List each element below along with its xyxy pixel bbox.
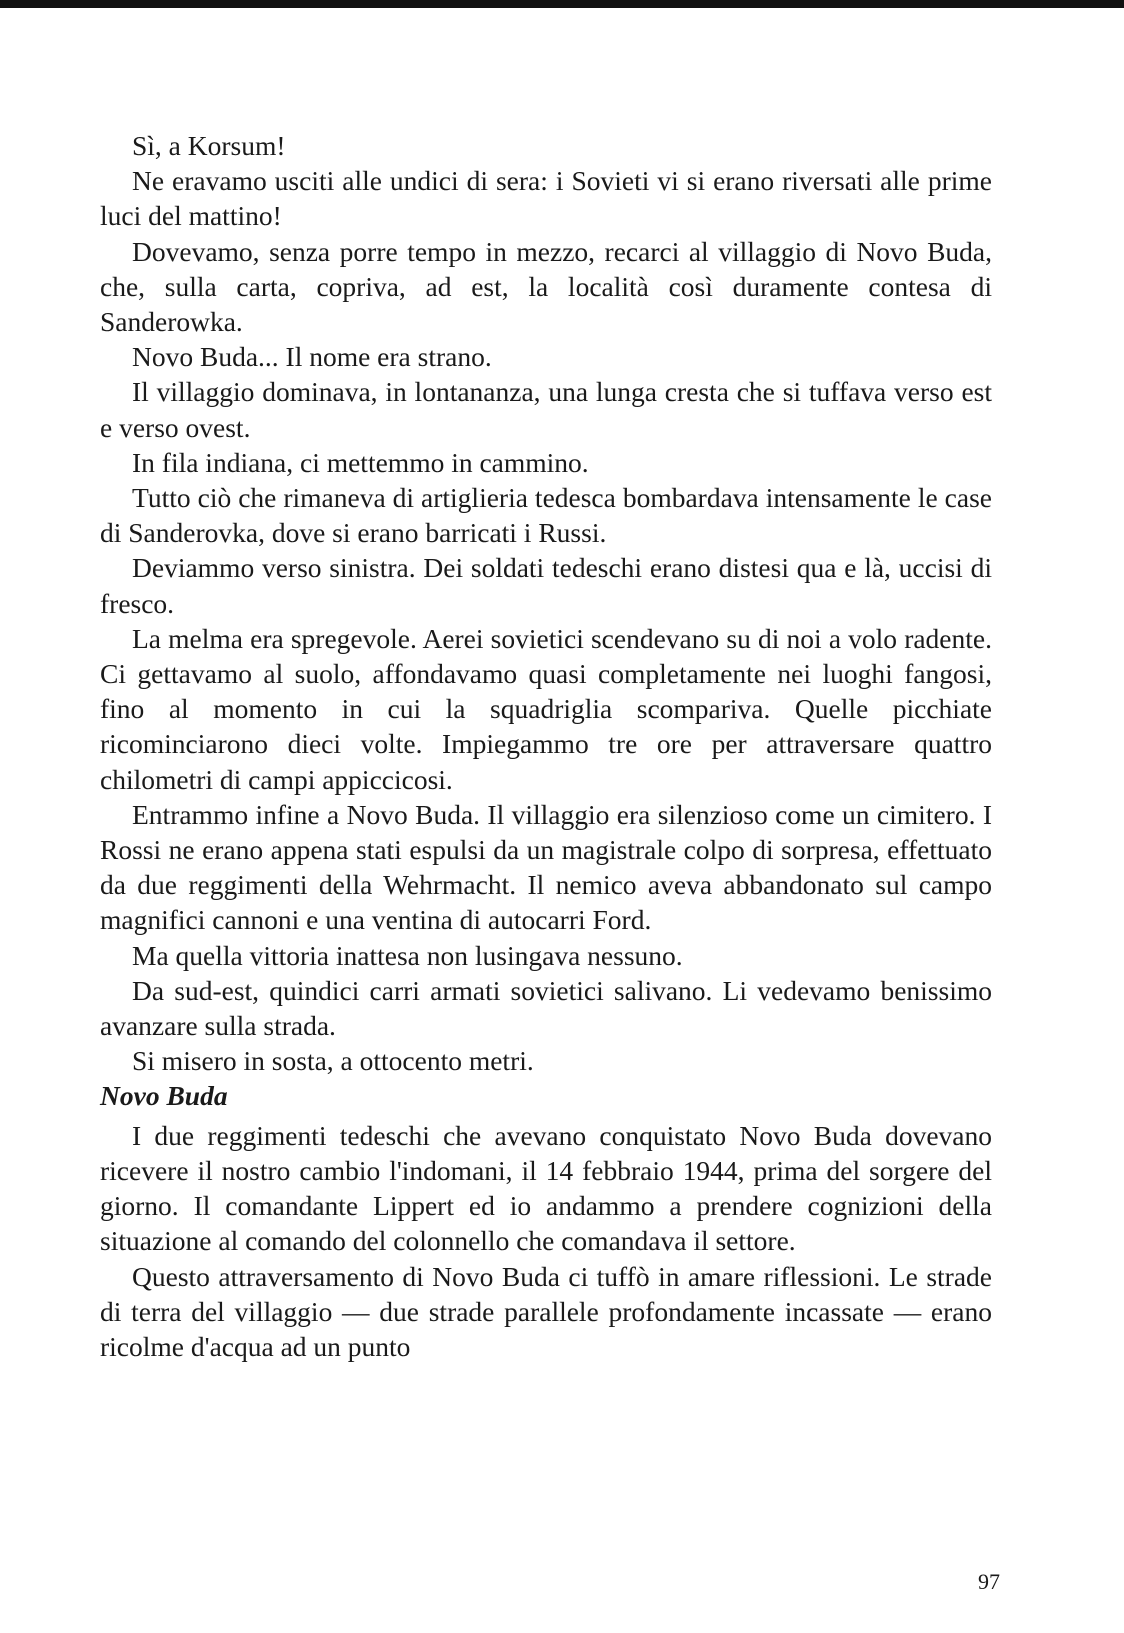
paragraph: Il villaggio dominava, in lontananza, una lunga cresta che si tuffava verso est e verso ovest. <box>100 376 992 443</box>
paragraph: Ne eravamo usciti alle undici di sera: i Sovieti vi si erano riversati alle prime luci del mattino! <box>100 165 992 232</box>
paragraph: I due reggimenti tedeschi che avevano conquistato Novo Buda dovevano ricevere il nostro cambio l'indomani, il 14 febbraio 1944, prima del sorgere del giorno. Il comandante Lippert ed io andammo a prendere cognizioni della situazione al comando del colonnello che comandava il settore. <box>100 1119 992 1257</box>
paragraph: Dovevamo, senza porre tempo in mezzo, recarci al villaggio di Novo Buda, che, sulla carta, copriva, ad est, la località così duramente contesa di Sanderowka. <box>100 235 992 338</box>
page-body <box>100 128 992 1364</box>
paragraph: Deviammo verso sinistra. Dei soldati tedeschi erano distesi qua e là, uccisi di fresco. <box>100 552 992 619</box>
paragraph: Si misero in sosta, a ottocento metri. <box>132 1045 534 1077</box>
top-edge-rule <box>0 0 1124 8</box>
paragraph: Tutto ciò che rimaneva di artiglieria tedesca bombardava intensamente le case di Sanderovka, dove si erano barricati i Russi. <box>100 482 992 549</box>
page-number: 97 <box>978 1569 1000 1594</box>
paragraph: Ma quella vittoria inattesa non lusingava nessuno. <box>132 939 683 971</box>
paragraph: Questo attraversamento di Novo Buda ci tuffò in amare riflessioni. Le strade di terra del villaggio — due strade parallele profondamente incassate — erano ricolme d'acqua ad un punto <box>100 1260 992 1362</box>
paragraph: Da sud-est, quindici carri armati sovietici salivano. Li vedevamo benissimo avanzare sulla strada. <box>100 974 992 1042</box>
paragraph: Novo Buda... Il nome era strano. <box>132 341 492 373</box>
paragraph: In fila indiana, ci mettemmo in cammino. <box>132 446 589 478</box>
paragraph: Entrammo infine a Novo Buda. Il villaggio era silenzioso come un cimitero. I Rossi ne erano appena stati espulsi da un magistrale colpo di sorpresa, effettuato da due reggimenti della Wehrmacht. Il nemico aveva abbandonato sul campo magnifici cannoni e una ventina di autocarri Ford. <box>100 798 992 936</box>
paragraph: Sì, a Korsum! <box>132 130 286 161</box>
paragraph: La melma era spregevole. Aerei sovietici scendevano su di noi a volo radente. Ci gettavamo al suolo, affondavamo quasi completamente nei luoghi fangosi, fino al momento in cui la squadriglia scompariva. Quelle picchiate ricominciarono dieci volte. Impiegammo tre ore per attraversare quattro chilometri di campi appiccicosi. <box>100 622 992 795</box>
section-heading: Novo Buda <box>100 1080 228 1112</box>
